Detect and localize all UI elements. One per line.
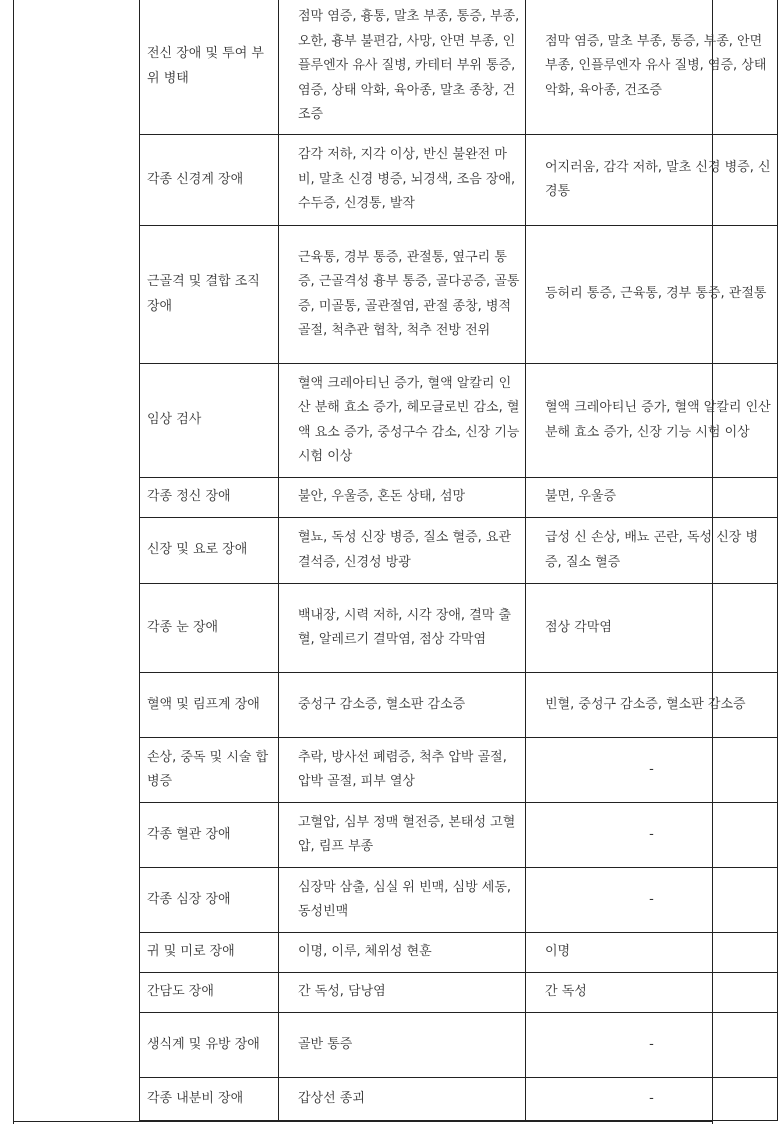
- table-row: [140, 933, 778, 973]
- reaction-cell: 백내장, 시력 저하, 시각 장애, 결막 출혈, 알레르기 결막염, 점상 각막염: [279, 584, 526, 673]
- table-row: [140, 364, 778, 478]
- reaction-cell: 빈혈, 중성구 감소증, 혈소판 감소증: [526, 673, 778, 738]
- reaction-cell: -: [526, 1013, 778, 1078]
- reaction-cell: 골반 통증: [279, 1013, 526, 1078]
- reaction-cell: 간 독성: [526, 973, 778, 1013]
- category-cell: 근골격 및 결합 조직 장애: [140, 226, 279, 364]
- category-cell: 혈액 및 림프계 장애: [140, 673, 279, 738]
- category-cell: 간담도 장애: [140, 973, 279, 1013]
- reaction-cell: 근육통, 경부 통증, 관절통, 옆구리 통증, 근골격성 흉부 통증, 골다공증, 골통증, 미골통, 골관절염, 관절 종창, 병적 골절, 척추관 협착, 척추 전방 전위: [279, 226, 526, 364]
- reaction-cell: 추락, 방사선 폐렴증, 척추 압박 골절, 압박 골절, 피부 열상: [279, 738, 526, 803]
- reaction-cell: -: [526, 803, 778, 868]
- category-cell: 손상, 중독 및 시술 합병증: [140, 738, 279, 803]
- reaction-cell: 점상 각막염: [526, 584, 778, 673]
- outer-table-bottom-border: [13, 1121, 713, 1122]
- table-row: [140, 135, 778, 226]
- reaction-cell: -: [526, 738, 778, 803]
- category-cell: 각종 심장 장애: [140, 868, 279, 933]
- category-cell: 각종 내분비 장애: [140, 1078, 279, 1121]
- category-cell: 신장 및 요로 장애: [140, 518, 279, 584]
- reaction-cell: 중성구 감소증, 혈소판 감소증: [279, 673, 526, 738]
- category-cell: 귀 및 미로 장애: [140, 933, 279, 973]
- table-row: [140, 673, 778, 738]
- reaction-cell: 심장막 삼출, 심실 위 빈맥, 심방 세동, 동성빈맥: [279, 868, 526, 933]
- reaction-cell: 불안, 우울증, 혼돈 상태, 섬망: [279, 478, 526, 518]
- table-row: [140, 226, 778, 364]
- table-row: [140, 1078, 778, 1121]
- table-row: [140, 973, 778, 1013]
- table-row: [140, 1013, 778, 1078]
- category-cell: 각종 정신 장애: [140, 478, 279, 518]
- table-row: [140, 868, 778, 933]
- adverse-reactions-table: [139, 0, 778, 1121]
- reaction-cell: 불면, 우울증: [526, 478, 778, 518]
- table-row: [140, 803, 778, 868]
- reaction-cell: 혈액 크레아티닌 증가, 혈액 알칼리 인산 분해 효소 증가, 헤모글로빈 감소, 혈액 요소 증가, 중성구수 감소, 신장 기능 시험 이상: [279, 364, 526, 478]
- table-row: [140, 738, 778, 803]
- category-cell: 각종 혈관 장애: [140, 803, 279, 868]
- reaction-cell: 혈뇨, 독성 신장 병증, 질소 혈증, 요관 결석증, 신경성 방광: [279, 518, 526, 584]
- reaction-cell: 점막 염증, 흉통, 말초 부종, 통증, 부종, 오한, 흉부 불편감, 사망, 안면 부종, 인플루엔자 유사 질병, 카테터 부위 통증, 염증, 상태 악화, 육아종, 말초 종창, 건조증: [279, 0, 526, 135]
- category-cell: 각종 눈 장애: [140, 584, 279, 673]
- reaction-cell: 갑상선 종괴: [279, 1078, 526, 1121]
- reaction-cell: 어지러움, 감각 저하, 말초 신경 병증, 신경통: [526, 135, 778, 226]
- reaction-cell: 급성 신 손상, 배뇨 곤란, 독성 신장 병증, 질소 혈증: [526, 518, 778, 584]
- reaction-cell: 혈액 크레아티닌 증가, 혈액 알칼리 인산 분해 효소 증가, 신장 기능 시험 이상: [526, 364, 778, 478]
- category-cell: 각종 신경계 장애: [140, 135, 279, 226]
- category-cell: 전신 장애 및 투여 부위 병태: [140, 0, 279, 135]
- category-cell: 임상 검사: [140, 364, 279, 478]
- reaction-cell: 등허리 통증, 근육통, 경부 통증, 관절통: [526, 226, 778, 364]
- category-cell: 생식계 및 유방 장애: [140, 1013, 279, 1078]
- reaction-cell: 이명: [526, 933, 778, 973]
- outer-table-left-border: [13, 0, 14, 1124]
- table-row: [140, 0, 778, 135]
- table-row: [140, 584, 778, 673]
- reaction-cell: 간 독성, 담낭염: [279, 973, 526, 1013]
- reaction-cell: 점막 염증, 말초 부종, 통증, 부종, 안면 부종, 인플루엔자 유사 질병, 염증, 상태 악화, 육아종, 건조증: [526, 0, 778, 135]
- reaction-cell: -: [526, 868, 778, 933]
- reaction-cell: 감각 저하, 지각 이상, 반신 불완전 마비, 말초 신경 병증, 뇌경색, 조음 장애, 수두증, 신경통, 발작: [279, 135, 526, 226]
- table-row: [140, 478, 778, 518]
- reaction-cell: -: [526, 1078, 778, 1121]
- reaction-cell: 이명, 이루, 체위성 현훈: [279, 933, 526, 973]
- reaction-cell: 고혈압, 심부 정맥 혈전증, 본태성 고혈압, 림프 부종: [279, 803, 526, 868]
- table-row: [140, 518, 778, 584]
